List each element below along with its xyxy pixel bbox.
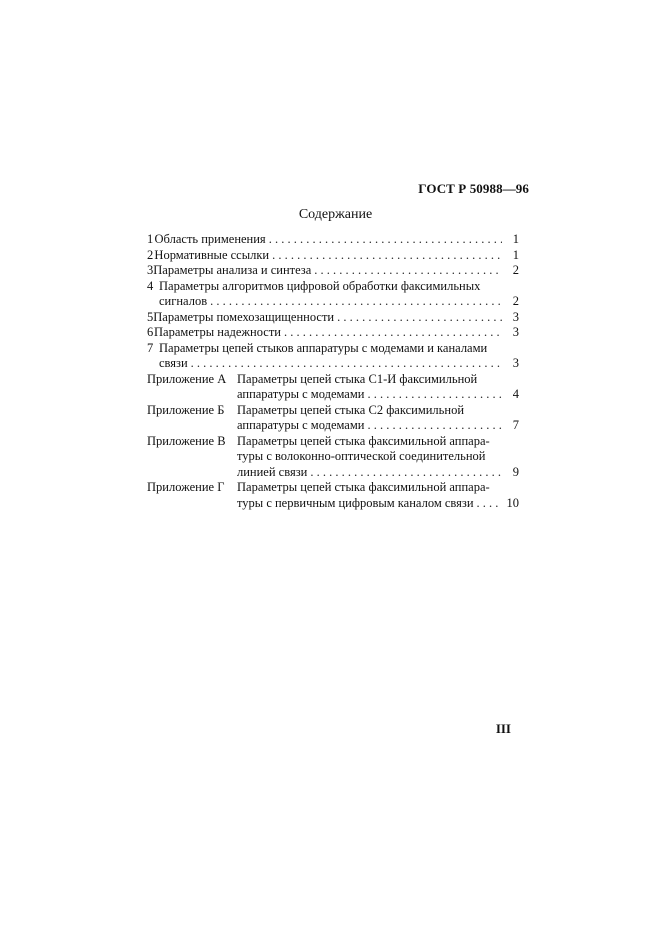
dot-leader (191, 356, 502, 372)
toc-entry-page: 2 (512, 294, 519, 308)
toc-entry-page: 1 (512, 232, 519, 246)
appendix-title-cont: туры с первичным цифровым каналом связи (237, 495, 474, 510)
toc-title: Содержание (298, 207, 373, 222)
toc-entry-title: Область применения (154, 232, 266, 246)
toc-entry-title: Параметры помехозащищенности (153, 309, 335, 324)
appendix-page: 7 (512, 418, 519, 432)
toc-appendix-g[interactable] (147, 480, 519, 511)
dot-leader (272, 248, 502, 264)
dot-leader (210, 294, 502, 310)
page-number: III (495, 721, 511, 736)
appendix-label: Приложение Г (147, 480, 225, 494)
toc-entry-title: Нормативные ссылки (154, 247, 270, 262)
dot-leader (284, 325, 502, 341)
toc-appendix-b[interactable] (147, 403, 519, 434)
toc-entry-title: Параметры анализа и синтеза (153, 263, 312, 277)
toc-entry-6[interactable] (147, 325, 519, 341)
document-code: ГОСТ Р 50988—96 (418, 181, 529, 196)
toc-entry-number: 4 (147, 278, 154, 293)
toc-entry-number: 2 (147, 247, 154, 262)
appendix-label: Приложение Б (147, 402, 225, 417)
appendix-label: Приложение В (147, 433, 226, 448)
toc-entry-page: 1 (512, 247, 519, 262)
toc-entry-page: 3 (512, 325, 519, 339)
dot-leader (477, 496, 502, 512)
toc-entry-page: 3 (512, 356, 519, 370)
toc-entry-4[interactable] (147, 279, 519, 310)
toc-entry-title: Параметры алгоритмов цифровой обработки факсимильных (159, 278, 481, 293)
appendix-title-cont: аппаратуры с модемами (237, 387, 365, 401)
appendix-title-cont: туры с волоконно-оптической соединительной (237, 449, 486, 463)
toc-entry-5[interactable] (147, 310, 519, 326)
toc-entry-7[interactable] (147, 341, 519, 372)
appendix-page: 10 (506, 495, 519, 510)
toc-entry-2[interactable] (147, 248, 519, 264)
toc-entry-page: 3 (512, 309, 519, 324)
appendix-label: Приложение А (147, 371, 227, 386)
toc-entry-title-cont: связи (159, 356, 188, 370)
toc-appendix-v[interactable] (147, 434, 519, 481)
toc-entry-page: 2 (512, 263, 519, 277)
appendix-title: Параметры цепей стыка С1-И факсимильной (237, 371, 478, 386)
toc-entry-title: Параметры цепей стыков аппаратуры с модемами и каналами (159, 340, 488, 355)
toc-entry-number: 6 (147, 325, 154, 339)
toc-entry-number: 7 (147, 340, 154, 355)
toc-appendix-a[interactable] (147, 372, 519, 403)
toc-entry-3[interactable] (147, 263, 519, 279)
toc-entry-number: 1 (147, 232, 154, 246)
appendix-title-cont: линией связи (237, 464, 308, 479)
dot-leader (310, 465, 502, 481)
toc-entry-number: 5 (147, 309, 154, 324)
toc-entry-title-cont: сигналов (159, 294, 208, 308)
appendix-page: 9 (512, 464, 519, 479)
dot-leader (367, 418, 502, 434)
dot-leader (314, 263, 502, 279)
toc-entry-1[interactable] (147, 232, 519, 248)
toc-entry-number: 3 (147, 263, 154, 277)
appendix-title-cont: аппаратуры с модемами (237, 418, 365, 432)
dot-leader (367, 387, 502, 403)
appendix-title: Параметры цепей стыка факсимильной аппара- (237, 433, 490, 448)
appendix-page: 4 (512, 387, 519, 401)
dot-leader (337, 310, 502, 326)
toc-entry-title: Параметры надежности (154, 325, 281, 339)
appendix-title: Параметры цепей стыка С2 факсимильной (237, 402, 465, 417)
dot-leader (269, 232, 502, 248)
table-of-contents (147, 232, 519, 511)
appendix-title: Параметры цепей стыка факсимильной аппара- (237, 480, 490, 494)
